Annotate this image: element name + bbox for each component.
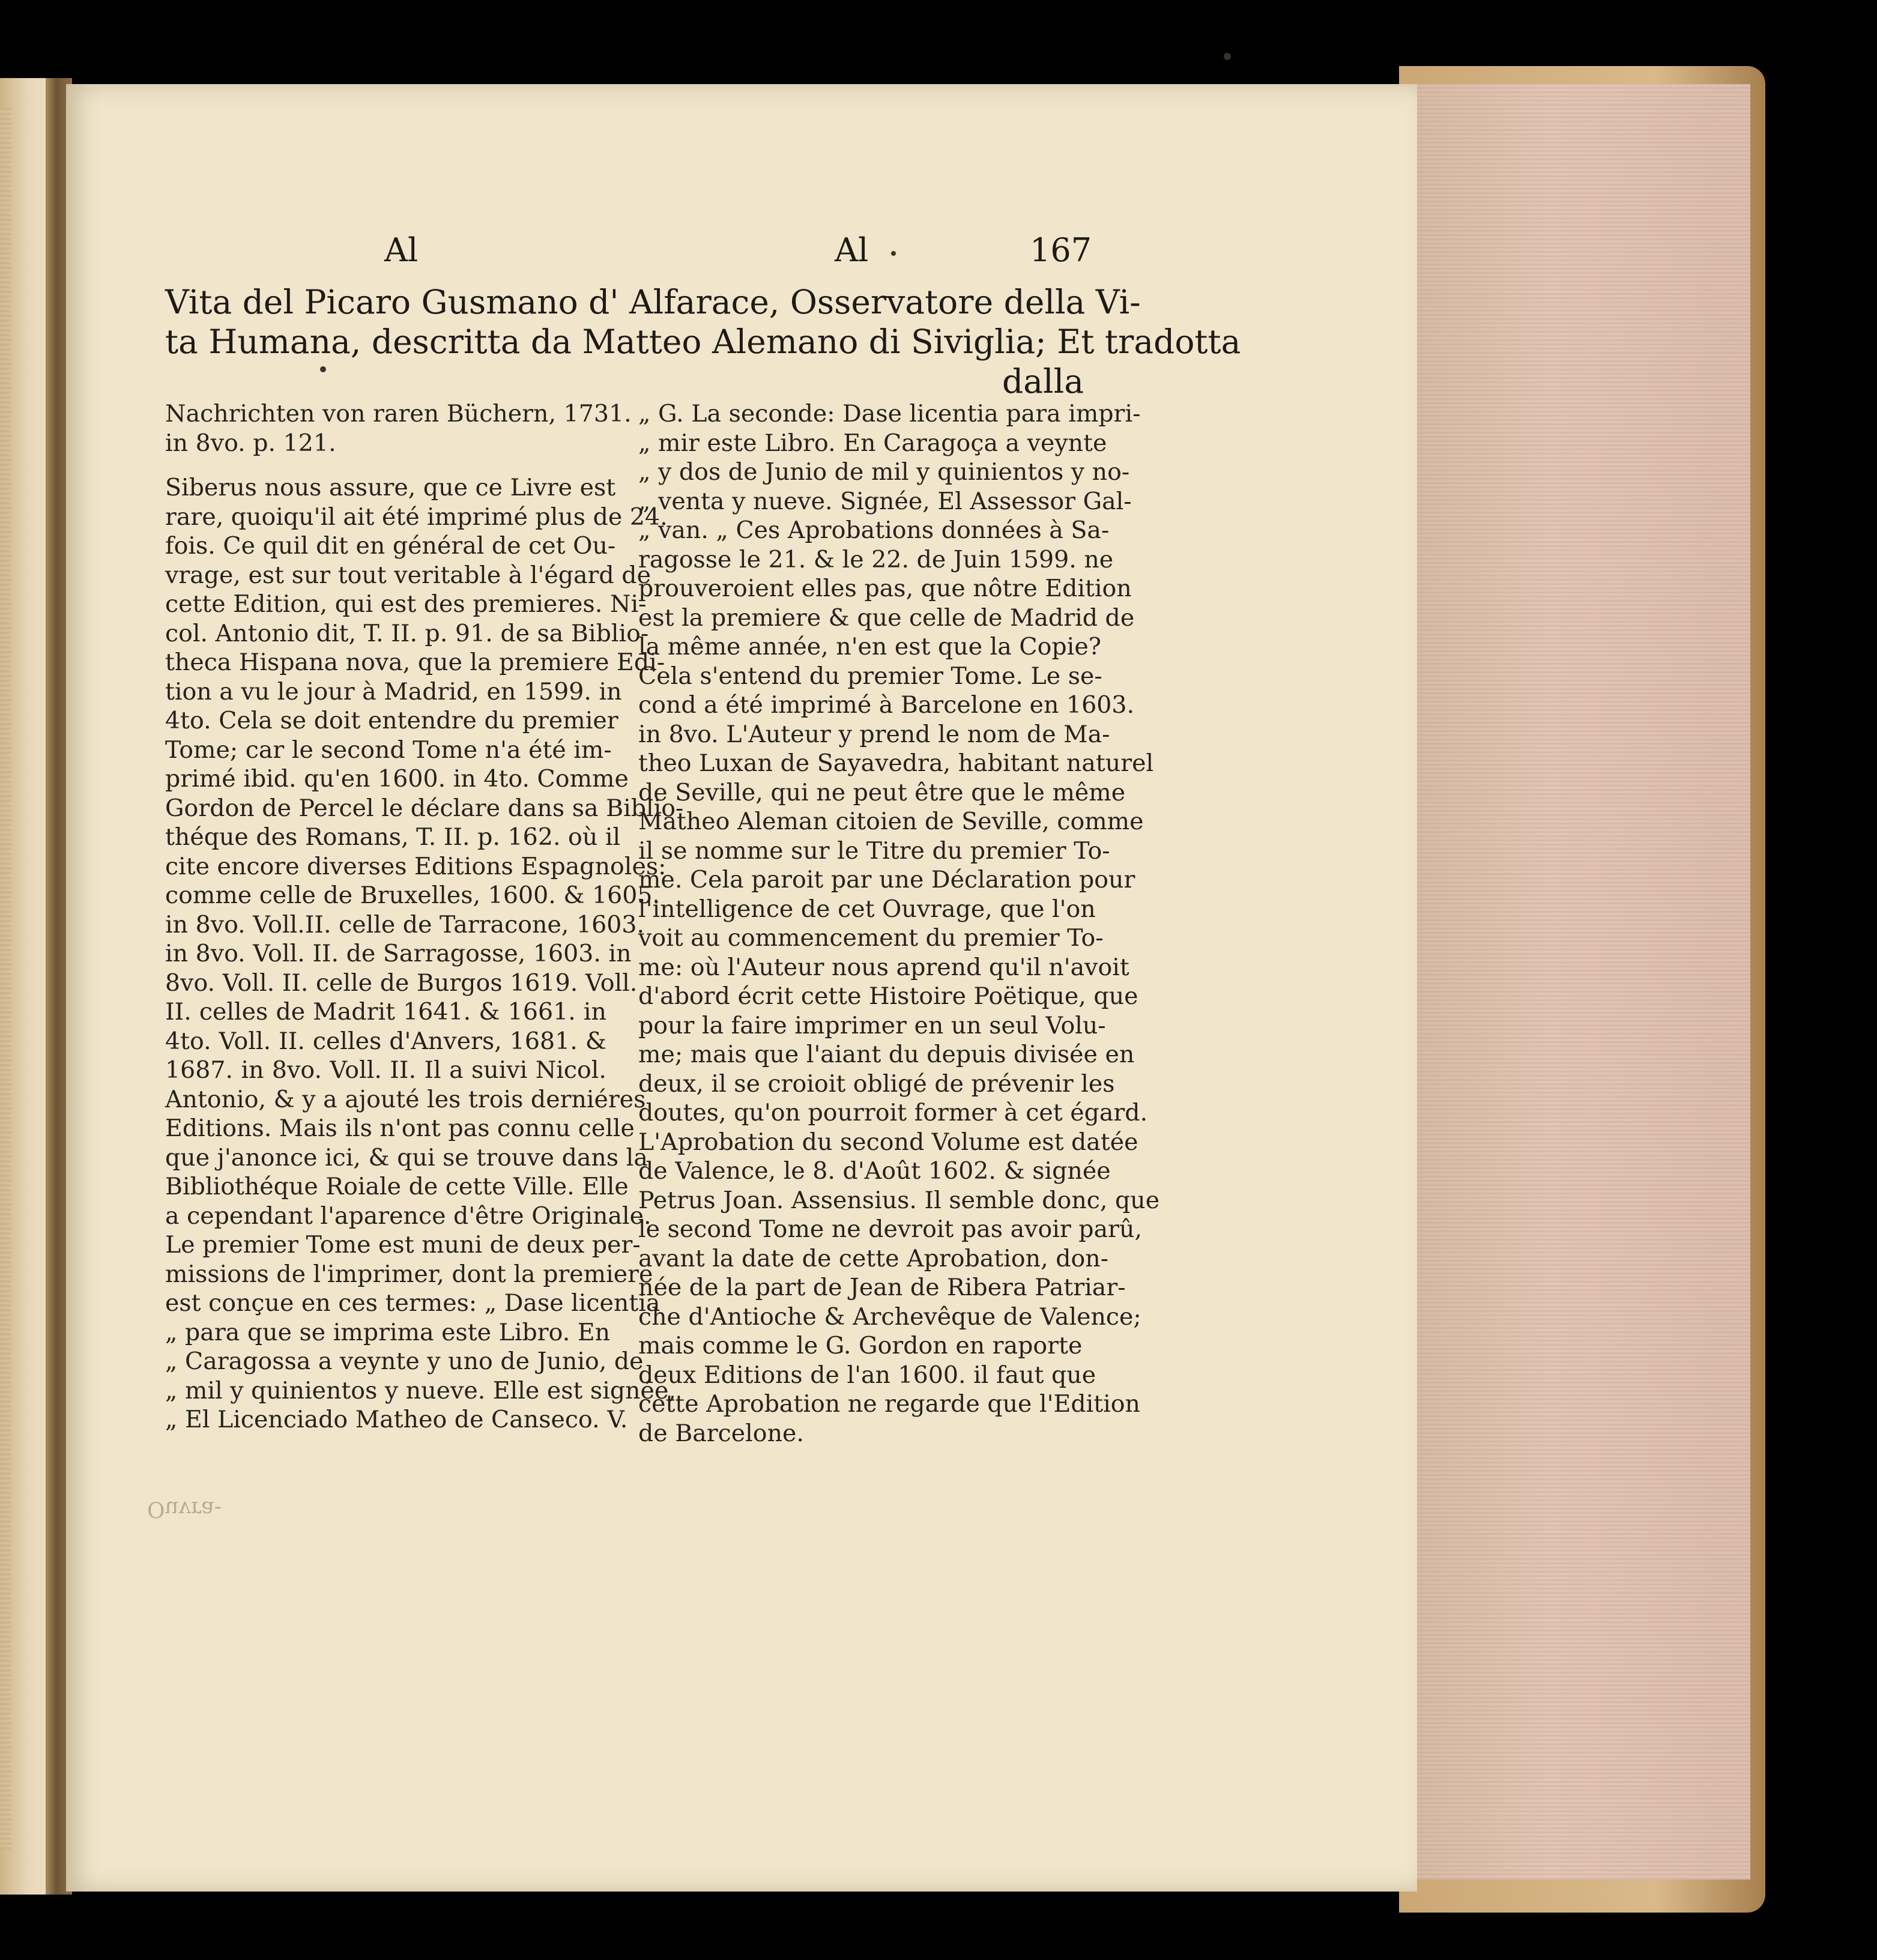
text-line: de Seville, qui ne peut être que le même [638,778,1126,806]
text-line: rare, quoiqu'il ait été imprimé plus de 24. [165,503,668,531]
text-line: est la premiere & que celle de Madrid de [638,603,1135,632]
text-line: primé ibid. qu'en 1600. in 4to. Comme [165,765,629,793]
text-line: née de la part de Jean de Ribera Patriar- [638,1274,1126,1301]
speck [1224,53,1231,60]
text-line: Le premier Tome est muni de deux per- [165,1231,641,1259]
facing-page-text-edge [0,108,11,1850]
text-line: Tome; car le second Tome n'a été im- [165,736,612,764]
text-line: avant la date de cette Aprobation, don- [638,1244,1109,1272]
running-head-left: Al [384,231,419,269]
text-line: in 8vo. Voll. II. de Sarragosse, 1603. in [165,940,632,967]
paragraph-gap [165,458,606,473]
text-line: doutes, qu'on pourroit former à cet égard. [638,1099,1148,1127]
text-line: vrage, est sur tout veritable à l'égard de [165,561,651,589]
text-line: 4to. Cela se doit entendre du premier [165,707,618,734]
bleed-through-text: Ouvra- [147,1496,222,1521]
text-line: la même année, n'en est que la Copie? [638,633,1101,661]
text-line: voit au commencement du premier To- [638,924,1104,952]
text-line: theo Luxan de Sayavedra, habitant naturel [638,749,1154,777]
text-line: „ mir este Libro. En Caragoça a veynte [638,429,1107,457]
text-line: cette Aprobation ne regarde que l'Edition [638,1390,1140,1418]
text-line: a cependant l'aparence d'être Originale. [165,1202,651,1230]
text-line: Bibliothéque Roiale de cette Ville. Elle [165,1173,629,1200]
text-line: de Valence, le 8. d'Août 1602. & signée [638,1157,1111,1185]
text-line: me; mais que l'aiant du depuis divisée en [638,1041,1135,1068]
text-line: l'intelligence de cet Ouvrage, que l'on [638,895,1096,923]
text-line: tion a vu le jour à Madrid, en 1599. in [165,677,622,706]
text-line: Matheo Aleman citoien de Seville, comme [638,808,1144,835]
text-line: Editions. Mais ils n'ont pas connu celle [165,1115,635,1142]
text-line: theca Hispana nova, que la premiere Edi- [165,649,665,676]
text-line: théque des Romans, T. II. p. 162. où il [165,823,621,851]
page-fore-edge [1414,84,1750,1880]
text-line: Cela s'entend du premier Tome. Le se- [638,662,1102,690]
speck [891,251,896,256]
title-line: ta Humana, descritta da Matteo Alemano di Siviglia; Et tradotta [165,322,1241,361]
text-line: „ van. „ Ces Aprobations données à Sa- [638,516,1110,544]
text-line: Petrus Joan. Assensius. Il semble donc, que [638,1186,1160,1214]
text-line: cond a été imprimé à Barcelone en 1603. [638,691,1135,719]
text-line: mais comme le G. Gordon en raporte [638,1332,1083,1360]
title-line: Vita del Picaro Gusmano d' Alfarace, Osservatore della Vi- [165,283,1141,321]
text-line: ragosse le 21. & le 22. de Juin 1599. ne [638,545,1114,573]
text-line: 4to. Voll. II. celles d'Anvers, 1681. & [165,1027,606,1055]
page-number: 167 [1030,231,1092,269]
text-line: cette Edition, qui est des premieres. Ni- [165,590,647,618]
text-line: prouveroient elles pas, que nôtre Edition [638,575,1132,602]
text-line: fois. Ce quil dit en général de cet Ou- [165,532,616,560]
text-line: che d'Antioche & Archevêque de Valence; [638,1302,1141,1331]
text-line: „ para que se imprima este Libro. En [165,1318,611,1346]
text-line: deux Editions de l'an 1600. il faut que [638,1361,1096,1389]
text-line: Gordon de Percel le déclare dans sa Biblio- [165,794,684,822]
text-line: Nachrichten von raren Büchern, 1731. [165,400,632,428]
text-line: cite encore diverses Editions Espagnoles: [165,852,666,880]
text-line: „ venta y nueve. Signée, El Assessor Gal- [638,487,1132,515]
text-line: in 8vo. L'Auteur y prend le nom de Ma- [638,720,1110,748]
text-line: comme celle de Bruxelles, 1600. & 1605. [165,882,660,909]
text-line: deux, il se croioit obligé de prévenir les [638,1069,1115,1098]
running-head-center: Al [835,231,869,269]
text-line: „ G. La seconde: Dase licentia para impri- [638,400,1141,428]
text-line: il se nomme sur le Titre du premier To- [638,836,1110,865]
right-text-column [638,399,1160,1448]
text-line: Siberus nous assure, que ce Livre est [165,474,616,501]
text-line: „ Caragossa a veynte y uno de Junio, de [165,1348,644,1375]
text-line: Antonio, & y a ajouté les trois derniéres [165,1085,646,1113]
text-line: in 8vo. Voll.II. celle de Tarracone, 1603. [165,910,645,939]
text-line: col. Antonio dit, T. II. p. 91. de sa Biblio- [165,619,649,647]
text-line: L'Aprobation du second Volume est datée [638,1128,1138,1156]
text-line: 8vo. Voll. II. celle de Burgos 1619. Voll. [165,969,638,997]
text-line: que j'anonce ici, & qui se trouve dans la [165,1143,648,1172]
text-line: 1687. in 8vo. Voll. II. Il a suivi Nicol. [165,1056,606,1084]
text-line: „ y dos de Junio de mil y quinientos y no- [638,458,1130,486]
text-line: me: où l'Auteur nous aprend qu'il n'avoit [638,953,1129,981]
text-line: „ El Licenciado Matheo de Canseco. V. [165,1406,628,1433]
text-line: me. Cela paroit par une Déclaration pour [638,866,1135,894]
text-line: est conçue en ces termes: „ Dase licentia [165,1289,660,1317]
text-line: II. celles de Madrit 1641. & 1661. in [165,998,606,1026]
text-line: in 8vo. p. 121. [165,429,336,457]
left-text-column [165,399,684,1435]
text-line: d'abord écrit cette Histoire Poëtique, que [638,982,1138,1010]
title-line: dalla [1002,362,1084,401]
text-line: pour la faire imprimer en un seul Volu- [638,1011,1106,1039]
text-line: missions de l'imprimer, dont la premiere [165,1260,653,1288]
text-line: le second Tome ne devroit pas avoir parû, [638,1215,1143,1243]
speck [320,366,326,372]
entry-title [165,282,1241,401]
text-line: „ mil y quinientos y nueve. Elle est signée, [165,1376,676,1405]
text-line: de Barcelone. [638,1419,804,1447]
